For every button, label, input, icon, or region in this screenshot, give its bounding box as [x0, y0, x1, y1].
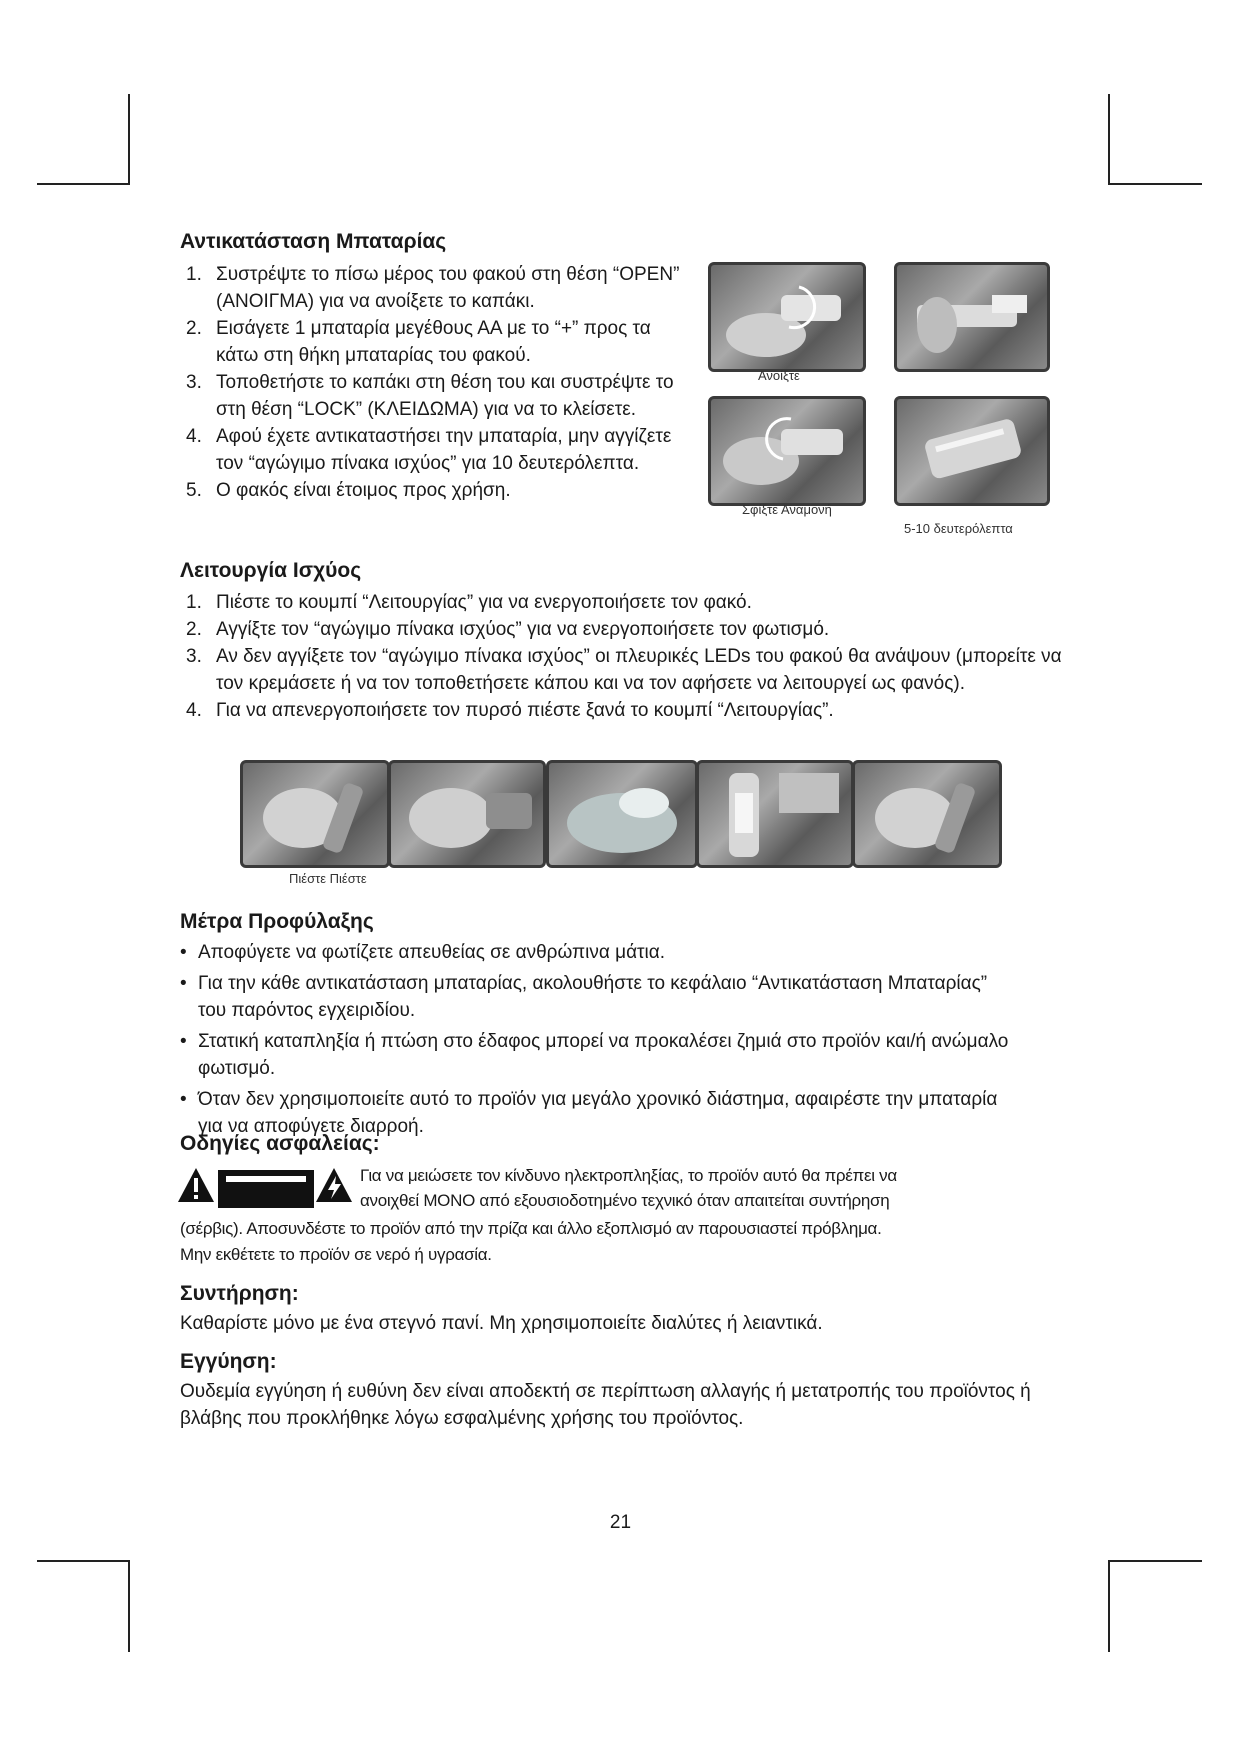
- precautions-list: [180, 939, 1010, 1140]
- caution-label: [218, 1170, 314, 1208]
- list-item: • Όταν δεν χρησιμοποιείτε αυτό το προϊόν για μεγάλο χρονικό διάστημα, αφαιρέστε την μπαταρία για να αποφύγετε διαρροή.: [180, 1089, 998, 1137]
- photo-light-on: [546, 760, 698, 868]
- list-item: 3. Αν δεν αγγίξετε τον “αγώγιμο πίνακα ισχύος” οι πλευρικές LEDs του φακού θα ανάψουν (μπορείτε να τον κρεμάσετε ή να τον τοποθετήσετε κάπου και να τον αφήσετε να λειτουργεί ως φανός).: [186, 646, 1062, 694]
- caption-tighten: Σφίξτε Αναμονή: [742, 502, 832, 517]
- list-item: 4. Για να απενεργοποιήσετε τον πυρσό πιέστε ξανά το κουμπί “Λειτουργίας”.: [186, 700, 834, 721]
- list-item: 4. Αφού έχετε αντικαταστήσει την μπαταρία, μην αγγίζετε τον “αγώγιμο πίνακα ισχύος” για 10 δευτερόλεπτα.: [186, 426, 672, 474]
- photo-lantern-mode: [696, 760, 854, 868]
- list-item: 3. Τοποθετήστε το καπάκι στη θέση του και συστρέψτε το στη θέση “LOCK” (ΚΛΕΙΔΩΜΑ) για να το κλείσετε.: [186, 372, 674, 420]
- battery-section-title: Αντικατάσταση Μπαταρίας: [180, 230, 447, 253]
- crop-mark-bottom-left-v: [128, 1560, 130, 1652]
- photo-open-cap: [708, 262, 866, 372]
- safety-text-line-4: Μην εκθέτετε το προϊόν σε νερό ή υγρασία.: [180, 1245, 492, 1264]
- caption-press: Πιέστε Πιέστε: [289, 871, 367, 886]
- list-item: • Στατική καταπληξία ή πτώση στο έδαφος μπορεί να προκαλέσει ζημιά στο προϊόν και/ή ανώμαλο φωτισμό.: [180, 1031, 1009, 1079]
- battery-steps-list: [180, 261, 680, 504]
- power-steps-list: [180, 589, 1085, 724]
- power-section-title: Λειτουργία Ισχύος: [180, 559, 362, 582]
- crop-mark-top-right-v: [1108, 94, 1110, 185]
- caption-open: Ανοίξτε: [758, 368, 800, 383]
- crop-mark-top-right-h: [1108, 183, 1202, 185]
- list-item: 2. Εισάγετε 1 μπαταρία μεγέθους ΑΑ με το “+” προς τα κάτω στη θήκη μπαταρίας του φακού.: [186, 318, 651, 366]
- warning-icon: [176, 1166, 216, 1204]
- photo-press-button-2: [852, 760, 1002, 868]
- safety-section-title: Οδηγίες ασφαλείας:: [180, 1132, 380, 1155]
- list-item: 2. Αγγίξτε τον “αγώγιμο πίνακα ισχύος” για να ενεργοποιήσετε τον φωτισμό.: [186, 619, 830, 640]
- shock-hazard-icon: [314, 1166, 354, 1204]
- list-item: 5. Ο φακός είναι έτοιμος προς χρήση.: [186, 480, 511, 501]
- crop-mark-bottom-right-h: [1108, 1560, 1202, 1562]
- maintenance-text: Καθαρίστε μόνο με ένα στεγνό πανί. Μη χρησιμοποιείτε διαλύτες ή λειαντικά.: [180, 1313, 823, 1334]
- photo-flashlight-standby: [894, 396, 1050, 506]
- photo-insert-battery: [894, 262, 1050, 372]
- photo-press-button-1: [240, 760, 390, 868]
- safety-text-line-1: Για να μειώσετε τον κίνδυνο ηλεκτροπληξίας, το προϊόν αυτό θα πρέπει να: [360, 1166, 897, 1185]
- list-item: • Αποφύγετε να φωτίζετε απευθείας σε ανθρώπινα μάτια.: [180, 942, 666, 963]
- safety-text-line-2: ανοιχθεί ΜΟΝΟ από εξουσιοδοτημένο τεχνικό όταν απαιτείται συντήρηση: [360, 1191, 890, 1210]
- precautions-section-title: Μέτρα Προφύλαξης: [180, 910, 374, 933]
- list-item: • Για την κάθε αντικατάσταση μπαταρίας, ακολουθήστε το κεφάλαιο “Αντικατάσταση Μπαταρίας” του παρόντος εγχειριδίου.: [180, 973, 988, 1021]
- safety-text-line-3: (σέρβις). Αποσυνδέστε το προϊόν από την πρίζα και άλλο εξοπλισμό αν παρουσιαστεί πρόβλημα.: [180, 1219, 882, 1238]
- list-item: 1. Συστρέψτε το πίσω μέρος του φακού στη θέση “OPEN” (ΑΝΟΙΓΜΑ) για να ανοίξετε το καπάκι.: [186, 264, 680, 312]
- crop-mark-bottom-right-v: [1108, 1560, 1110, 1652]
- maintenance-section-title: Συντήρηση:: [180, 1282, 299, 1305]
- crop-mark-top-left-v: [128, 94, 130, 185]
- page-number: 21: [609, 1512, 632, 1533]
- list-item: 1. Πιέστε το κουμπί “Λειτουργίας” για να ενεργοποιήσετε τον φακό.: [186, 592, 752, 613]
- crop-mark-bottom-left-h: [37, 1560, 130, 1562]
- warranty-text: Ουδεμία εγγύηση ή ευθύνη δεν είναι αποδεκτή σε περίπτωση αλλαγής ή μετατροπής του προϊόντος ή βλάβης που προκλήθηκε λόγω εσφαλμένης χρήσης του προϊόντος.: [180, 1381, 1031, 1429]
- photo-touch-panel: [388, 760, 546, 868]
- caption-wait: 5-10 δευτερόλεπτα: [904, 521, 1013, 536]
- crop-mark-top-left-h: [37, 183, 130, 185]
- warranty-section-title: Εγγύηση:: [180, 1350, 277, 1373]
- photo-tighten-cap: [708, 396, 866, 506]
